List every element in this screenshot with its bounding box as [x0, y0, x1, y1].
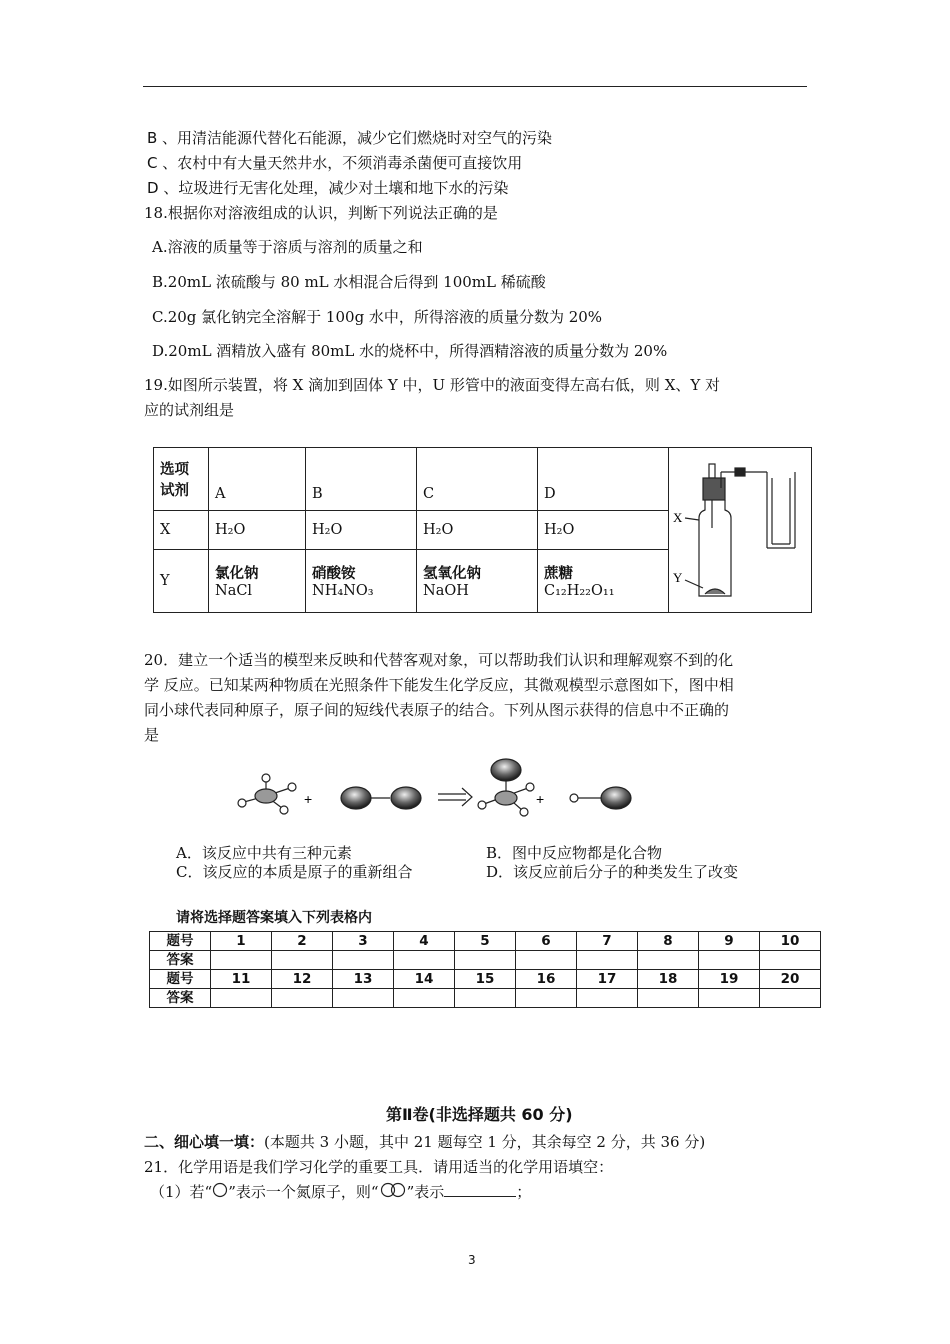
- q20-stem-line3: 同小球代表同种原子，原子间的短线代表原子的结合。下列从图示获得的信息中不正确的: [144, 701, 730, 719]
- answer-cell[interactable]: [455, 989, 516, 1008]
- question-number: 3: [333, 932, 394, 951]
- q18-option-b: B.20mL 浓硫酸与 80 mL 水相混合后得到 100mL 稀硫酸: [152, 273, 546, 291]
- header-option-label: 选项: [160, 462, 189, 479]
- x-value-a: H₂O: [209, 511, 306, 550]
- y-cell-a: [209, 549, 306, 612]
- q19-stem-line1: 19.如图所示装置，将 X 滴加到固体 Y 中，U 形管中的液面变得左高右低，则 X、Y 对: [144, 376, 721, 394]
- answer-cell[interactable]: [455, 951, 516, 970]
- plus-sign: +: [304, 791, 313, 807]
- section-heading: [144, 1132, 705, 1152]
- double-circle-icon: [379, 1182, 407, 1198]
- question-number: 7: [577, 932, 638, 951]
- question-number: 12: [272, 970, 333, 989]
- option-17-c: C 、农村中有大量天然井水，不须消毒杀菌便可直接饮用: [147, 154, 523, 172]
- answer-cell[interactable]: [516, 951, 577, 970]
- row-label-answer: 答案: [150, 989, 211, 1008]
- y-name-b: 硝酸铵: [312, 566, 356, 583]
- q21-part1-text-d: ；: [516, 1183, 532, 1201]
- answer-cell[interactable]: [577, 951, 638, 970]
- page-number: 3: [468, 1253, 476, 1267]
- col-c-header: C: [417, 448, 538, 511]
- plus-sign: +: [536, 791, 545, 807]
- reaction-model-diagram: [230, 758, 640, 838]
- answer-cell[interactable]: [333, 989, 394, 1008]
- q18-option-d: D.20mL 酒精放入盛有 80mL 水的烧杯中，所得酒精溶液的质量分数为 20%: [152, 342, 668, 360]
- row-x-label: X: [154, 511, 209, 550]
- clamp: [735, 468, 745, 476]
- part2-title: 第Ⅱ卷(非选择题共 60 分): [386, 1105, 573, 1124]
- section-heading-rest: (本题共 3 小题，其中 21 题每空 1 分，其余每空 2 分，共 36 分): [264, 1133, 706, 1151]
- answer-cell[interactable]: [211, 951, 272, 970]
- row-y-label: Y: [154, 549, 209, 612]
- answer-cell[interactable]: [760, 951, 821, 970]
- q21-part1-text-a: （1）若“: [150, 1183, 213, 1201]
- answer-cell[interactable]: [760, 989, 821, 1008]
- q20-stem-line1: 20．建立一个适当的模型来反映和代替客观对象，可以帮助我们认识和理解观察不到的化: [144, 651, 734, 669]
- dropper-bulb: [709, 464, 715, 478]
- answer-cell[interactable]: [394, 989, 455, 1008]
- question-number: 20: [760, 970, 821, 989]
- answer-cell[interactable]: [394, 951, 455, 970]
- x-value-d: H₂O: [538, 511, 669, 550]
- y-cell-c: [417, 549, 538, 612]
- single-circle-icon: [212, 1182, 228, 1198]
- figure-x-label: X: [673, 510, 683, 525]
- answer-cell[interactable]: [638, 951, 699, 970]
- q18-option-c: C.20g 氯化钠完全溶解于 100g 水中，所得溶液的质量分数为 20%: [152, 308, 603, 326]
- x-value-c: H₂O: [417, 511, 538, 550]
- y-formula-d: C₁₂H₂₂O₁₁: [544, 583, 615, 600]
- q19-stem-line2: 应的试剂组是: [144, 401, 235, 419]
- header-reagent-label: 试剂: [160, 483, 189, 500]
- q20-option-a: A．该反应中共有三种元素: [176, 844, 352, 862]
- header-cell: [154, 448, 209, 511]
- option-17-d: D 、垃圾进行无害化处理，减少对土壤和地下水的污染: [147, 179, 509, 197]
- question-number: 1: [211, 932, 272, 951]
- question-number: 19: [699, 970, 760, 989]
- answer-cell[interactable]: [577, 989, 638, 1008]
- answer-cell[interactable]: [699, 951, 760, 970]
- section-heading-bold: 二、细心填一填：: [144, 1133, 265, 1151]
- header-rule: [143, 86, 807, 87]
- stopper: [703, 478, 725, 500]
- question-number: 10: [760, 932, 821, 951]
- answer-cell[interactable]: [638, 989, 699, 1008]
- col-d-header: D: [538, 448, 669, 511]
- option-17-b: B 、用清洁能源代替化石能源，减少它们燃烧时对空气的污染: [147, 129, 553, 147]
- answer-cell[interactable]: [211, 989, 272, 1008]
- x-value-b: H₂O: [306, 511, 417, 550]
- y-formula-b: NH₄NO₃: [312, 583, 374, 600]
- q21-stem: 21．化学用语是我们学习化学的重要工具．请用适当的化学用语填空：: [144, 1158, 614, 1176]
- answer-cell[interactable]: [699, 989, 760, 1008]
- row-label-number: 题号: [150, 932, 211, 951]
- u-tube-apparatus-figure: [669, 448, 811, 608]
- flask: [699, 500, 731, 596]
- question-number: 11: [211, 970, 272, 989]
- question-number: 14: [394, 970, 455, 989]
- answer-cell[interactable]: [516, 989, 577, 1008]
- q18-stem: 18.根据你对溶液组成的认识，判断下列说法正确的是: [144, 204, 498, 222]
- y-name-d: 蔗糖: [544, 566, 573, 583]
- question-number: 15: [455, 970, 516, 989]
- q20-option-c: C．该反应的本质是原子的重新组合: [176, 863, 413, 881]
- q21-part1-text-b: ”表示一个氮原子，则“: [228, 1183, 379, 1201]
- apparatus-figure-cell: [669, 448, 812, 613]
- col-b-header: B: [306, 448, 417, 511]
- col-a-header: A: [209, 448, 306, 511]
- q20-option-b: B．图中反应物都是化合物: [486, 844, 663, 862]
- question-number: 13: [333, 970, 394, 989]
- q19-reagent-table: [153, 447, 812, 613]
- answer-cell[interactable]: [272, 989, 333, 1008]
- y-cell-b: [306, 549, 417, 612]
- figure-y-label: Y: [673, 570, 683, 585]
- q20-stem-line4: 是: [144, 726, 160, 744]
- row-label-number: 题号: [150, 970, 211, 989]
- question-number: 16: [516, 970, 577, 989]
- question-number: 4: [394, 932, 455, 951]
- question-number: 18: [638, 970, 699, 989]
- y-name-a: 氯化钠: [215, 566, 259, 583]
- q21-part1: [150, 1182, 531, 1202]
- q20-stem-line2: 学 反应。已知某两种物质在光照条件下能发生化学反应，其微观模型示意图如下，图中相: [144, 676, 734, 694]
- answer-cell[interactable]: [272, 951, 333, 970]
- question-number: 17: [577, 970, 638, 989]
- question-number: 5: [455, 932, 516, 951]
- answer-cell[interactable]: [333, 951, 394, 970]
- question-number: 9: [699, 932, 760, 951]
- y-formula-a: NaCl: [215, 583, 253, 600]
- row-label-answer: 答案: [150, 951, 211, 970]
- question-number: 8: [638, 932, 699, 951]
- q21-blank[interactable]: [444, 1182, 516, 1197]
- answer-table-title: 请将选择题答案填入下列表格内: [176, 910, 372, 926]
- q20-option-d: D．该反应前后分子的种类发生了改变: [486, 863, 739, 881]
- answer-table: [149, 931, 821, 1008]
- q21-part1-text-c: ”表示: [406, 1183, 445, 1201]
- question-number: 2: [272, 932, 333, 951]
- y-formula-c: NaOH: [423, 583, 469, 600]
- y-name-c: 氢氧化钠: [423, 566, 481, 583]
- y-cell-d: [538, 549, 669, 612]
- q18-option-a: A.溶液的质量等于溶质与溶剂的质量之和: [152, 238, 423, 256]
- question-number: 6: [516, 932, 577, 951]
